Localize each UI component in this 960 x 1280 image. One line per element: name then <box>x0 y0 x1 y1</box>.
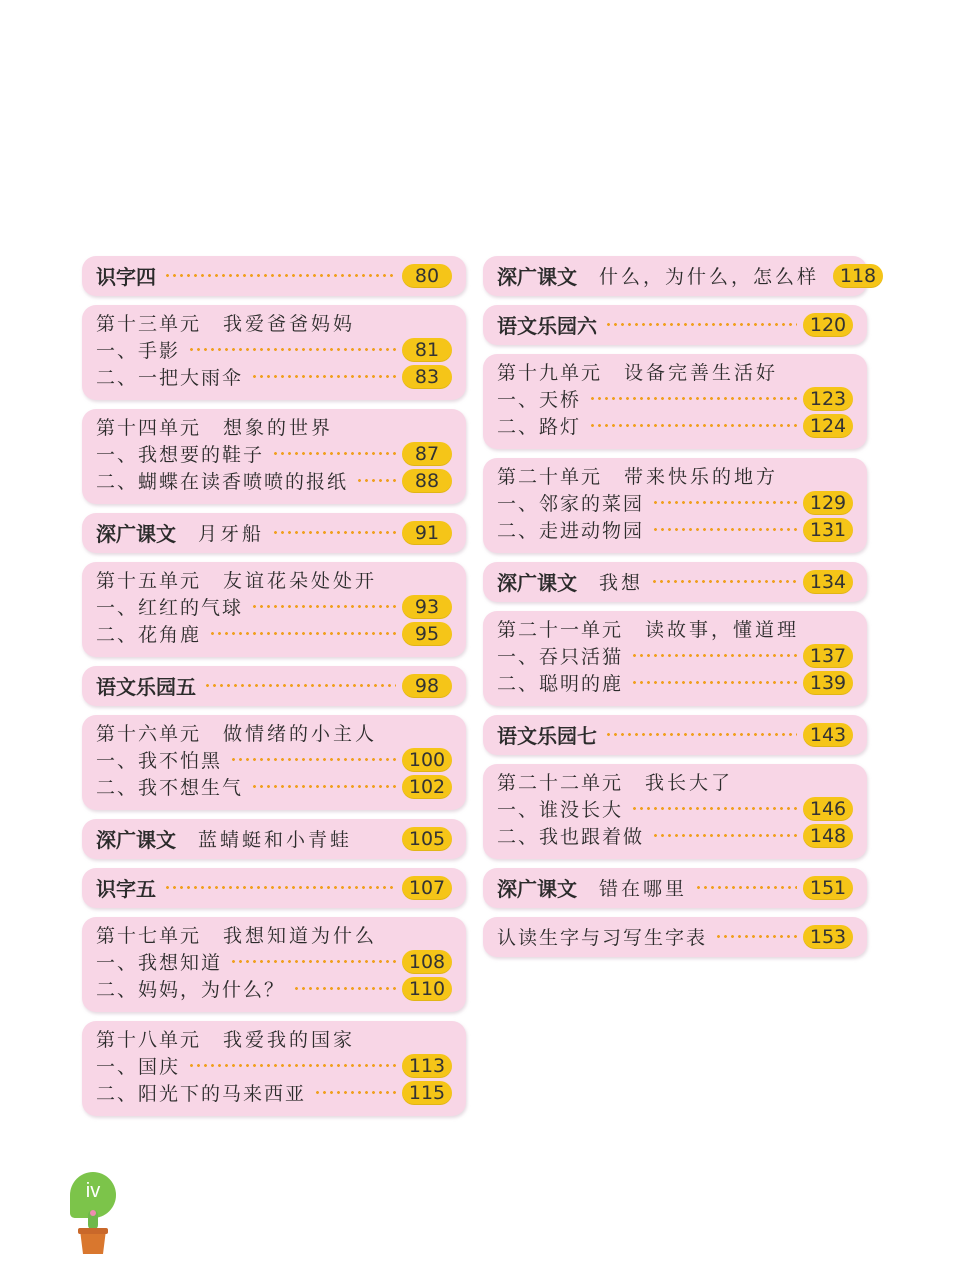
lesson-row[interactable] <box>497 669 853 696</box>
dot-leader <box>293 987 396 990</box>
unit-box <box>483 354 867 449</box>
toc-entry-subtitle: 什么，为什么，怎么样 <box>599 266 820 288</box>
page-number-pill: 87 <box>402 442 452 466</box>
dot-leader <box>251 375 396 378</box>
toc-row <box>497 874 853 901</box>
page-number-pill: 146 <box>803 797 853 821</box>
page-number-pill: 139 <box>803 671 853 695</box>
dot-leader <box>251 605 396 608</box>
dot-leader <box>272 452 396 455</box>
lesson-row[interactable] <box>96 948 452 975</box>
toc-row <box>96 874 452 901</box>
toc-entry[interactable] <box>483 917 867 957</box>
unit-box <box>483 611 867 706</box>
unit-heading-row <box>96 719 452 746</box>
unit-box <box>82 409 466 504</box>
lesson-title: 一、邻家的菜园 <box>497 493 645 515</box>
toc-row <box>96 825 452 852</box>
lesson-title: 二、聪明的鹿 <box>497 673 624 695</box>
unit-heading: 第十三单元 <box>96 313 202 335</box>
lesson-title: 一、红红的气球 <box>96 597 244 619</box>
toc-entry[interactable] <box>483 562 867 602</box>
toc-entry[interactable] <box>483 256 877 296</box>
page-number-pill: 115 <box>402 1081 452 1105</box>
lesson-row[interactable] <box>497 385 853 412</box>
lesson-row[interactable] <box>96 975 452 1002</box>
page-number-pill: 118 <box>833 264 883 288</box>
lesson-title: 二、我不想生气 <box>96 777 244 799</box>
dot-leader <box>188 1064 396 1067</box>
dot-leader <box>695 886 797 889</box>
dot-leader <box>164 274 396 277</box>
unit-box <box>483 458 867 553</box>
dot-leader <box>605 733 797 736</box>
page-number-pill: 131 <box>803 518 853 542</box>
unit-box <box>483 764 867 859</box>
lesson-title: 一、国庆 <box>96 1056 181 1078</box>
dot-leader <box>652 501 797 504</box>
page-number-pill: 105 <box>402 827 452 851</box>
toc-row <box>497 923 853 950</box>
lesson-row[interactable] <box>96 1079 452 1106</box>
page-number-pill: 113 <box>402 1054 452 1078</box>
dot-leader <box>209 632 396 635</box>
lesson-title: 二、走进动物园 <box>497 520 645 542</box>
lesson-title: 一、我不怕黑 <box>96 750 223 772</box>
toc-row <box>96 672 452 699</box>
toc-row <box>96 519 452 546</box>
lesson-row[interactable] <box>96 746 452 773</box>
page-number-pill: 134 <box>803 570 853 594</box>
toc-entry-subtitle: 月牙船 <box>198 523 265 545</box>
toc-entry-title: 语文乐园五 <box>96 675 196 699</box>
page-number-pill: 108 <box>402 950 452 974</box>
unit-subtitle: 读故事，懂道理 <box>645 619 800 641</box>
page-number-pill: 153 <box>803 925 853 949</box>
toc-entry-title: 深广课文 <box>497 571 577 595</box>
unit-heading-row <box>96 566 452 593</box>
page-number-pill: 143 <box>803 723 853 747</box>
lesson-title: 二、我也跟着做 <box>497 826 645 848</box>
toc-entry-subtitle: 蓝蜻蜓和小青蛙 <box>198 829 353 851</box>
dot-leader <box>356 479 396 482</box>
lesson-title: 二、阳光下的马来西亚 <box>96 1083 307 1105</box>
dot-leader <box>631 807 797 810</box>
unit-heading-row <box>96 309 452 336</box>
unit-heading: 第十六单元 <box>96 723 202 745</box>
lesson-row[interactable] <box>96 1052 452 1079</box>
page-number-pill: 100 <box>402 748 452 772</box>
page-number-pill: 88 <box>402 469 452 493</box>
dot-leader <box>251 785 396 788</box>
toc-entry[interactable] <box>82 513 466 553</box>
toc-entry[interactable] <box>82 819 466 859</box>
unit-subtitle: 我想知道为什么 <box>223 925 378 947</box>
unit-subtitle: 设备完善生活好 <box>624 362 779 384</box>
lesson-title: 二、一把大雨伞 <box>96 367 244 389</box>
page-number-pill: 120 <box>803 313 853 337</box>
unit-heading-row <box>96 413 452 440</box>
unit-subtitle: 我长大了 <box>645 772 734 794</box>
toc-row <box>497 311 853 338</box>
unit-heading-row <box>497 462 853 489</box>
toc-entry[interactable] <box>82 868 466 908</box>
toc-entry[interactable] <box>483 715 867 755</box>
lesson-row[interactable] <box>96 336 452 363</box>
dot-leader <box>230 960 396 963</box>
unit-heading-row <box>497 768 853 795</box>
unit-subtitle: 友谊花朵处处开 <box>223 570 378 592</box>
unit-heading: 第十九单元 <box>497 362 603 384</box>
unit-heading: 第十五单元 <box>96 570 202 592</box>
toc-entry-title: 识字五 <box>96 877 156 901</box>
page-number: iv <box>85 1180 101 1202</box>
dot-leader <box>204 684 396 687</box>
dot-leader <box>715 935 797 938</box>
dot-leader <box>651 580 797 583</box>
unit-heading: 第二十单元 <box>497 466 603 488</box>
dot-leader <box>605 323 797 326</box>
toc-entry-subtitle: 错在哪里 <box>599 878 688 900</box>
page-number-pill: 91 <box>402 521 452 545</box>
toc-entry-title: 深广课文 <box>96 828 176 852</box>
lesson-title: 一、我想知道 <box>96 952 223 974</box>
unit-box <box>82 917 466 1012</box>
page-number-pill: 107 <box>402 876 452 900</box>
lesson-row[interactable] <box>497 642 853 669</box>
lesson-title: 一、手影 <box>96 340 181 362</box>
unit-heading: 第十四单元 <box>96 417 202 439</box>
unit-subtitle: 想象的世界 <box>223 417 334 439</box>
page-number-pill: 102 <box>402 775 452 799</box>
lesson-row[interactable] <box>497 516 853 543</box>
dot-leader <box>589 397 797 400</box>
lesson-row[interactable] <box>497 489 853 516</box>
dot-leader <box>164 886 396 889</box>
toc-row <box>96 262 452 289</box>
lesson-row[interactable] <box>96 363 452 390</box>
toc-row <box>497 721 853 748</box>
page-number-pill: 148 <box>803 824 853 848</box>
page-number-pill: 95 <box>402 622 452 646</box>
page-number-pill: 123 <box>803 387 853 411</box>
unit-box <box>82 562 466 657</box>
toc-entry-subtitle: 我想 <box>599 572 644 594</box>
toc-row <box>497 568 853 595</box>
lesson-title: 一、我想要的鞋子 <box>96 444 265 466</box>
dot-leader <box>631 681 797 684</box>
toc-left-column <box>82 256 466 1125</box>
toc-entry-title: 识字四 <box>96 265 156 289</box>
toc-right-column <box>483 256 877 966</box>
toc-row <box>497 262 877 289</box>
dot-leader <box>230 758 396 761</box>
toc-entry-title: 语文乐园七 <box>497 724 597 748</box>
toc-entry-title: 语文乐园六 <box>497 314 597 338</box>
dot-leader <box>589 424 797 427</box>
unit-subtitle: 做情绪的小主人 <box>223 723 378 745</box>
page-number-pill: 151 <box>803 876 853 900</box>
lesson-title: 二、花角鹿 <box>96 624 202 646</box>
toc-entry-title: 认读生字与习写生字表 <box>497 927 708 949</box>
lesson-row[interactable] <box>497 412 853 439</box>
unit-heading-row <box>96 1025 452 1052</box>
unit-box <box>82 305 466 400</box>
lesson-row[interactable] <box>96 467 452 494</box>
lesson-title: 二、蝴蝶在读香喷喷的报纸 <box>96 471 349 493</box>
lesson-row[interactable] <box>497 795 853 822</box>
unit-box <box>82 1021 466 1116</box>
cactus-pot-icon <box>70 1210 116 1262</box>
dot-leader <box>188 348 396 351</box>
dot-leader <box>314 1091 396 1094</box>
page-number-pill: 98 <box>402 674 452 698</box>
lesson-row[interactable] <box>96 620 452 647</box>
toc-entry-title: 深广课文 <box>497 265 577 289</box>
unit-heading-row <box>96 921 452 948</box>
unit-heading: 第二十一单元 <box>497 619 624 641</box>
toc-entry[interactable] <box>82 256 466 296</box>
unit-heading-row <box>497 615 853 642</box>
lesson-title: 一、吞只活猫 <box>497 646 624 668</box>
toc-entry[interactable] <box>82 666 466 706</box>
unit-heading: 第十七单元 <box>96 925 202 947</box>
page-number-pill: 110 <box>402 977 452 1001</box>
page-number-pill: 93 <box>402 595 452 619</box>
unit-heading: 第二十二单元 <box>497 772 624 794</box>
page-number-pill: 129 <box>803 491 853 515</box>
page-number-pill: 81 <box>402 338 452 362</box>
dot-leader <box>652 528 797 531</box>
page-number-pill: 124 <box>803 414 853 438</box>
unit-heading-row <box>497 358 853 385</box>
dot-leader <box>272 531 396 534</box>
page-number-pill: 137 <box>803 644 853 668</box>
toc-entry[interactable] <box>483 868 867 908</box>
lesson-row[interactable] <box>497 822 853 849</box>
page-number-pill: 80 <box>402 264 452 288</box>
unit-heading: 第十八单元 <box>96 1029 202 1051</box>
lesson-title: 二、妈妈，为什么？ <box>96 979 286 1001</box>
lesson-title: 一、谁没长大 <box>497 799 624 821</box>
page-number-pill: 83 <box>402 365 452 389</box>
dot-leader <box>652 834 797 837</box>
toc-entry[interactable] <box>483 305 867 345</box>
lesson-row[interactable] <box>96 593 452 620</box>
toc-entry-title: 深广课文 <box>497 877 577 901</box>
unit-subtitle: 带来快乐的地方 <box>624 466 779 488</box>
unit-subtitle: 我爱我的国家 <box>223 1029 356 1051</box>
lesson-row[interactable] <box>96 773 452 800</box>
lesson-title: 二、路灯 <box>497 416 582 438</box>
unit-box <box>82 715 466 810</box>
lesson-title: 一、天桥 <box>497 389 582 411</box>
unit-subtitle: 我爱爸爸妈妈 <box>223 313 356 335</box>
toc-entry-title: 深广课文 <box>96 522 176 546</box>
dot-leader <box>631 654 797 657</box>
lesson-row[interactable] <box>96 440 452 467</box>
